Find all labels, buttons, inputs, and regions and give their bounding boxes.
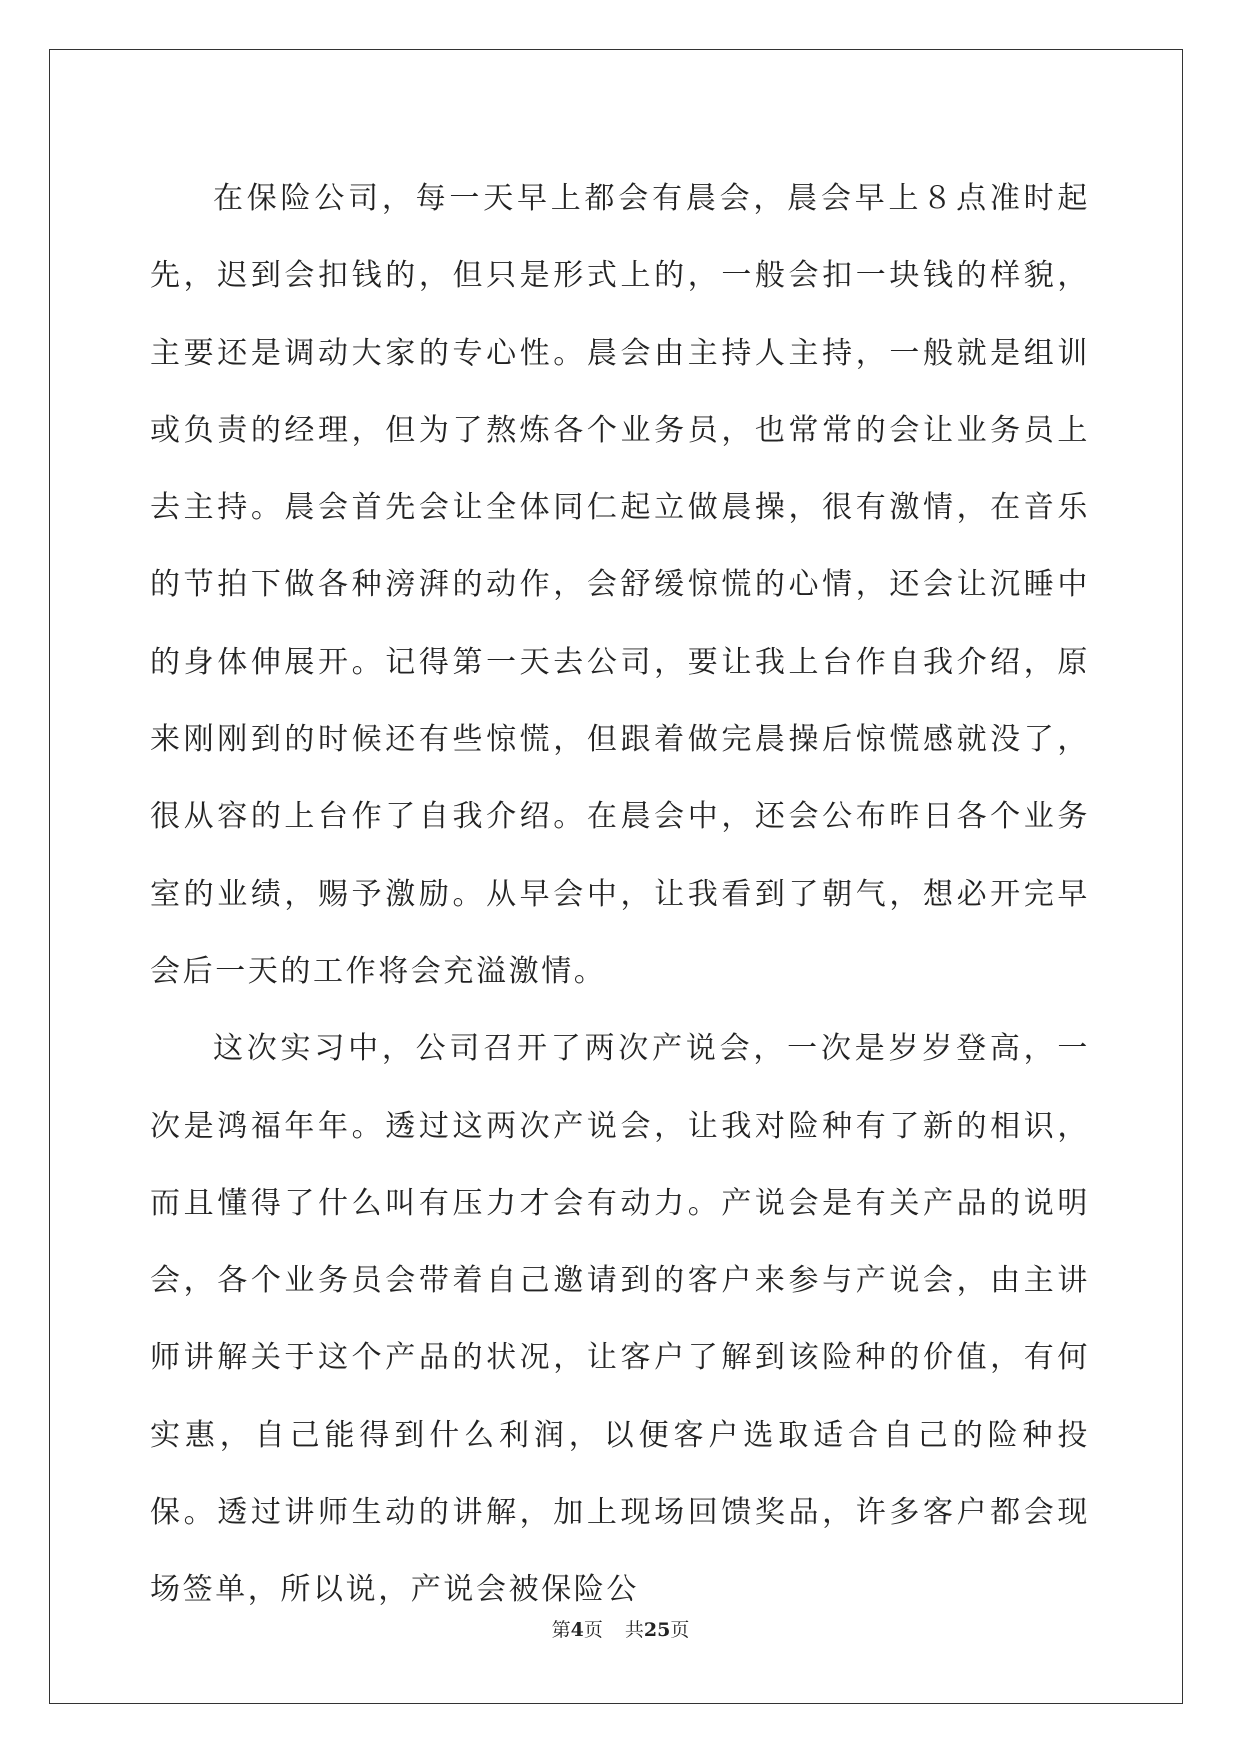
paragraph-morning-meeting: 在保险公司，每一天早上都会有晨会，晨会早上８点准时起先，迟到会扣钱的，但只是形式上的，一般会扣一块钱的样貌，主要还是调动大家的专心性。晨会由主持人主持，一般就是组训或负责的经理，但为了熬炼各个业务员，也常常的会让业务员上去主持。晨会首先会让全体同仁起立做晨操，很有激情，在音乐的节拍下做各种滂湃的动作，会舒缓惊慌的心情，还会让沉睡中的身体伸展开。记得第一天去公司，要让我上台作自我介绍，原来刚刚到的时候还有些惊慌，但跟着做完晨操后惊慌感就没了，很从容的上台作了自我介绍。在晨会中，还会公布昨日各个业务室的业绩，赐予激励。从早会中，让我看到了朝气，想必开完早会后一天的工作将会充溢激情。 [150,181,1090,989]
document-body [150,160,1090,1629]
paragraph-product-meeting: 这次实习中，公司召开了两次产说会，一次是岁岁登高，一次是鸿福年年。透过这两次产说会，让我对险种有了新的相识，而且懂得了什么叫有压力才会有动力。产说会是有关产品的说明会，各个业务员会带着自己邀请到的客户来参与产说会，由主讲师讲解关于这个产品的状况，让客户了解到该险种的价值，有何实惠，自己能得到什么利润，以便客户选取适合自己的险种投保。透过讲师生动的讲解，加上现场回馈奖品，许多客户都会现场签单，所以说，产说会被保险公 [150,1031,1090,1608]
total-pages: 25 [643,1619,671,1641]
total-suffix: 页 [670,1619,690,1641]
page-suffix: 页 [583,1619,603,1641]
page-footer [0,1618,1241,1642]
page-number: 4 [570,1619,584,1641]
page-prefix: 第 [551,1619,571,1641]
total-prefix: 共 [624,1619,644,1641]
